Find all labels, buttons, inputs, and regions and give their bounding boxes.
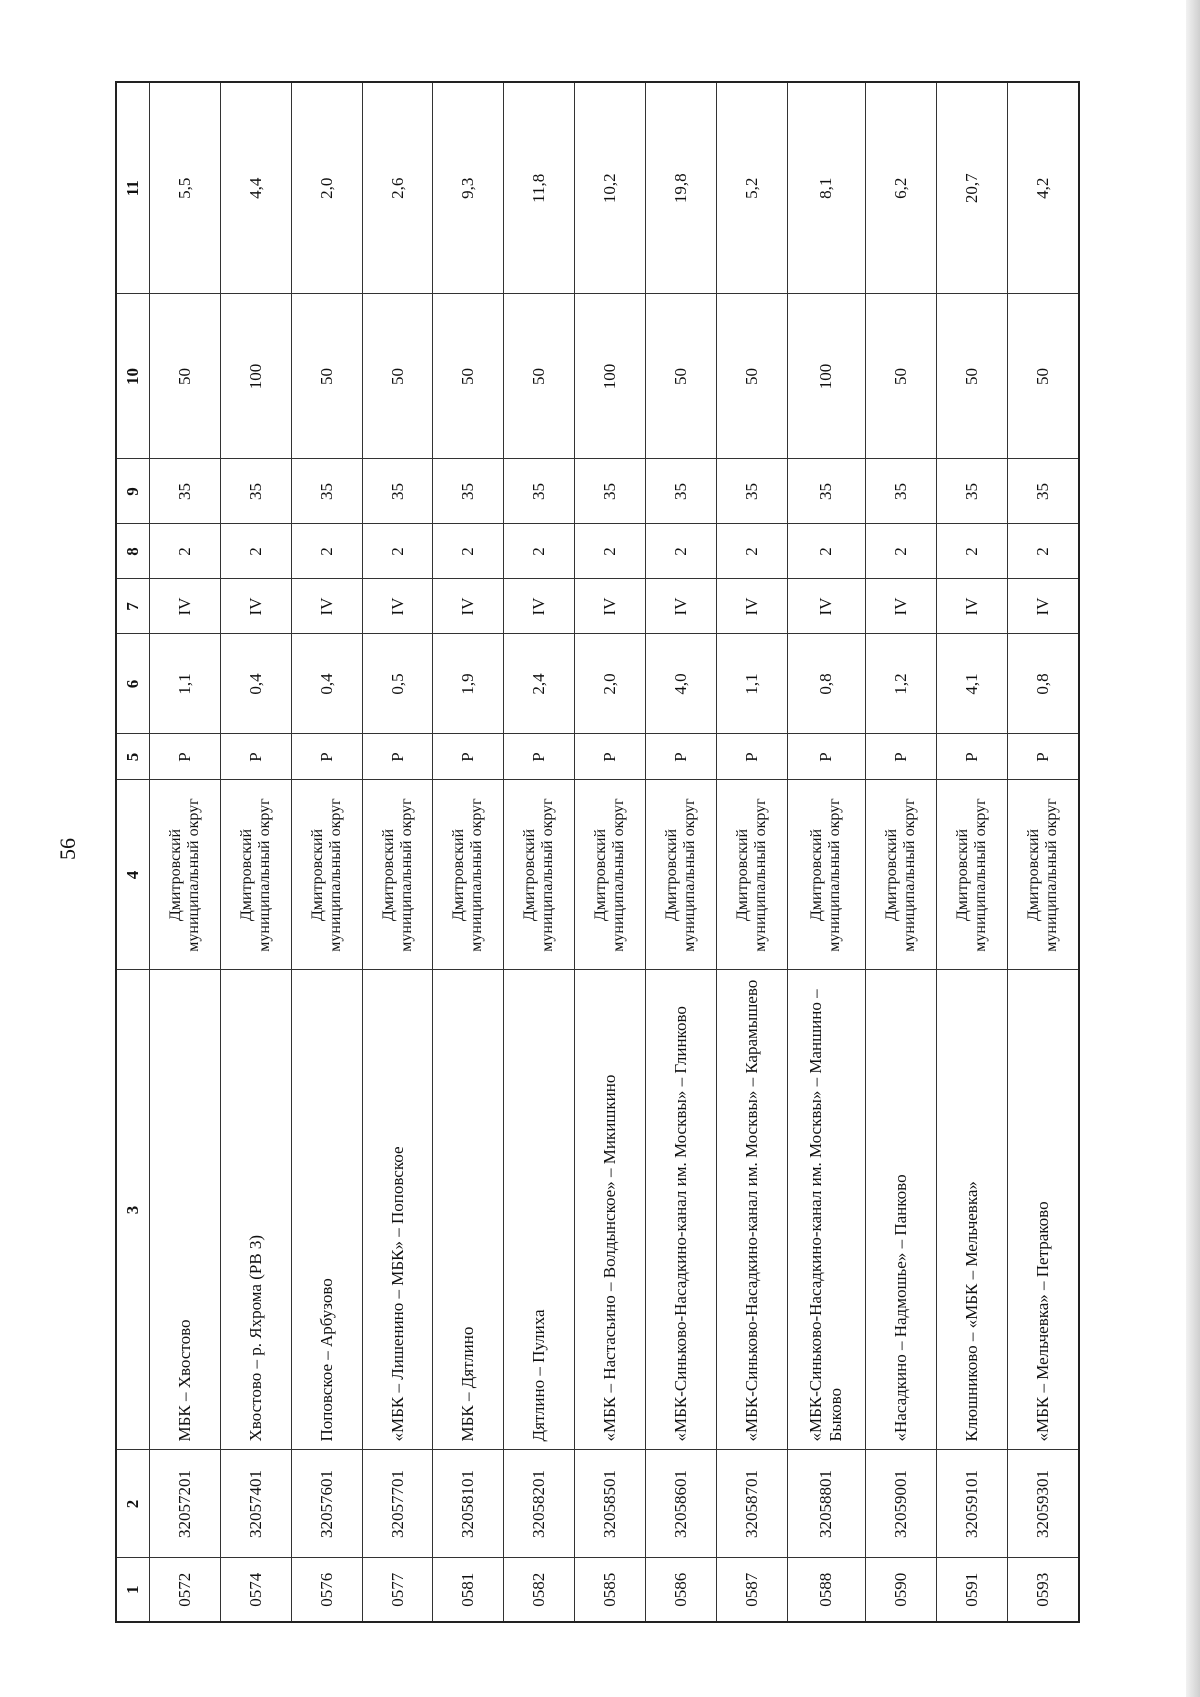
road-name: «МБК – Мельчевка» – Петраково bbox=[1007, 970, 1079, 1450]
class-cell: IV bbox=[220, 579, 291, 634]
category-cell: Р bbox=[220, 734, 291, 780]
column-header-11: 11 bbox=[116, 82, 150, 294]
length-cell: 4,0 bbox=[646, 634, 717, 734]
length-cell: 4,1 bbox=[936, 634, 1007, 734]
road-name: «МБК-Синьково-Насадкино-канал им. Москвы» – Глинково bbox=[646, 970, 717, 1450]
class-cell: IV bbox=[936, 579, 1007, 634]
value-cell: 100 bbox=[787, 294, 865, 459]
width-cell: 35 bbox=[936, 459, 1007, 524]
district-name: Дмитровский муниципальный округ bbox=[150, 780, 221, 970]
table-header bbox=[116, 82, 150, 1622]
road-name: Хвостово – р. Яхрома (РВ 3) bbox=[220, 970, 291, 1450]
district-name: Дмитровский муниципальный округ bbox=[1007, 780, 1079, 970]
road-code: 32059001 bbox=[865, 1450, 936, 1558]
total-cell: 10,2 bbox=[575, 82, 646, 294]
width-cell: 35 bbox=[716, 459, 787, 524]
row-number: 0588 bbox=[787, 1558, 865, 1622]
road-name: «МБК – Настасьино – Волдынское» – Микишкино bbox=[575, 970, 646, 1450]
value-cell: 50 bbox=[504, 294, 575, 459]
total-cell: 8,1 bbox=[787, 82, 865, 294]
category-cell: Р bbox=[865, 734, 936, 780]
width-cell: 35 bbox=[865, 459, 936, 524]
value-cell: 50 bbox=[716, 294, 787, 459]
lanes-cell: 2 bbox=[716, 524, 787, 579]
value-cell: 50 bbox=[936, 294, 1007, 459]
column-header-2: 2 bbox=[116, 1450, 150, 1558]
column-header-8: 8 bbox=[116, 524, 150, 579]
road-code: 32057701 bbox=[362, 1450, 433, 1558]
road-name: «МБК-Синьково-Насадкино-канал им. Москвы» – Маншино – Быково bbox=[787, 970, 865, 1450]
total-cell: 6,2 bbox=[865, 82, 936, 294]
road-name: «МБК – Лишенино – МБК» – Поповское bbox=[362, 970, 433, 1450]
class-cell: IV bbox=[1007, 579, 1079, 634]
table-row bbox=[291, 82, 362, 1622]
width-cell: 35 bbox=[291, 459, 362, 524]
category-cell: Р bbox=[504, 734, 575, 780]
district-name: Дмитровский муниципальный округ bbox=[865, 780, 936, 970]
lanes-cell: 2 bbox=[362, 524, 433, 579]
row-number: 0587 bbox=[716, 1558, 787, 1622]
road-code: 32059301 bbox=[1007, 1450, 1079, 1558]
row-number: 0577 bbox=[362, 1558, 433, 1622]
width-cell: 35 bbox=[575, 459, 646, 524]
table-row bbox=[646, 82, 717, 1622]
road-code: 32059101 bbox=[936, 1450, 1007, 1558]
category-cell: Р bbox=[646, 734, 717, 780]
road-name: Поповское – Арбузово bbox=[291, 970, 362, 1450]
category-cell: Р bbox=[936, 734, 1007, 780]
class-cell: IV bbox=[787, 579, 865, 634]
value-cell: 50 bbox=[646, 294, 717, 459]
road-code: 32058101 bbox=[433, 1450, 504, 1558]
road-code: 32058801 bbox=[787, 1450, 865, 1558]
district-name: Дмитровский муниципальный округ bbox=[433, 780, 504, 970]
category-cell: Р bbox=[433, 734, 504, 780]
district-name: Дмитровский муниципальный округ bbox=[220, 780, 291, 970]
district-name: Дмитровский муниципальный округ bbox=[575, 780, 646, 970]
lanes-cell: 2 bbox=[575, 524, 646, 579]
scan-edge-strip bbox=[1186, 0, 1200, 1697]
value-cell: 50 bbox=[150, 294, 221, 459]
row-number: 0574 bbox=[220, 1558, 291, 1622]
value-cell: 50 bbox=[433, 294, 504, 459]
table-row bbox=[1007, 82, 1079, 1622]
road-name: «МБК-Синьково-Насадкино-канал им. Москвы» – Карамышево bbox=[716, 970, 787, 1450]
column-header-9: 9 bbox=[116, 459, 150, 524]
length-cell: 0,5 bbox=[362, 634, 433, 734]
total-cell: 5,2 bbox=[716, 82, 787, 294]
category-cell: Р bbox=[575, 734, 646, 780]
value-cell: 100 bbox=[575, 294, 646, 459]
total-cell: 2,6 bbox=[362, 82, 433, 294]
column-header-10: 10 bbox=[116, 294, 150, 459]
column-header-6: 6 bbox=[116, 634, 150, 734]
class-cell: IV bbox=[575, 579, 646, 634]
class-cell: IV bbox=[433, 579, 504, 634]
lanes-cell: 2 bbox=[787, 524, 865, 579]
header-row bbox=[116, 82, 150, 1622]
district-name: Дмитровский муниципальный округ bbox=[936, 780, 1007, 970]
class-cell: IV bbox=[362, 579, 433, 634]
total-cell: 5,5 bbox=[150, 82, 221, 294]
table-row bbox=[787, 82, 865, 1622]
class-cell: IV bbox=[504, 579, 575, 634]
lanes-cell: 2 bbox=[291, 524, 362, 579]
column-header-7: 7 bbox=[116, 579, 150, 634]
table-row bbox=[865, 82, 936, 1622]
length-cell: 0,8 bbox=[1007, 634, 1079, 734]
table-body bbox=[150, 82, 1080, 1622]
road-name: Клюшниково – «МБК – Мельчевка» bbox=[936, 970, 1007, 1450]
row-number: 0593 bbox=[1007, 1558, 1079, 1622]
row-number: 0585 bbox=[575, 1558, 646, 1622]
row-number: 0591 bbox=[936, 1558, 1007, 1622]
road-code: 32058201 bbox=[504, 1450, 575, 1558]
row-number: 0576 bbox=[291, 1558, 362, 1622]
row-number: 0582 bbox=[504, 1558, 575, 1622]
row-number: 0586 bbox=[646, 1558, 717, 1622]
table-row bbox=[575, 82, 646, 1622]
road-name: МБК – Дятлино bbox=[433, 970, 504, 1450]
table-row bbox=[504, 82, 575, 1622]
value-cell: 50 bbox=[1007, 294, 1079, 459]
table-row bbox=[936, 82, 1007, 1622]
width-cell: 35 bbox=[787, 459, 865, 524]
value-cell: 100 bbox=[220, 294, 291, 459]
value-cell: 50 bbox=[865, 294, 936, 459]
class-cell: IV bbox=[646, 579, 717, 634]
table-row bbox=[433, 82, 504, 1622]
length-cell: 1,1 bbox=[716, 634, 787, 734]
district-name: Дмитровский муниципальный округ bbox=[504, 780, 575, 970]
lanes-cell: 2 bbox=[150, 524, 221, 579]
length-cell: 0,4 bbox=[291, 634, 362, 734]
total-cell: 2,0 bbox=[291, 82, 362, 294]
table-row bbox=[220, 82, 291, 1622]
value-cell: 50 bbox=[291, 294, 362, 459]
category-cell: Р bbox=[716, 734, 787, 780]
total-cell: 9,3 bbox=[433, 82, 504, 294]
width-cell: 35 bbox=[433, 459, 504, 524]
category-cell: Р bbox=[787, 734, 865, 780]
length-cell: 1,1 bbox=[150, 634, 221, 734]
class-cell: IV bbox=[150, 579, 221, 634]
page-number: 56 bbox=[55, 838, 80, 860]
class-cell: IV bbox=[865, 579, 936, 634]
length-cell: 0,8 bbox=[787, 634, 865, 734]
district-name: Дмитровский муниципальный округ bbox=[646, 780, 717, 970]
lanes-cell: 2 bbox=[220, 524, 291, 579]
roads-table bbox=[115, 81, 1080, 1623]
category-cell: Р bbox=[1007, 734, 1079, 780]
total-cell: 4,4 bbox=[220, 82, 291, 294]
class-cell: IV bbox=[716, 579, 787, 634]
category-cell: Р bbox=[362, 734, 433, 780]
width-cell: 35 bbox=[504, 459, 575, 524]
table-row bbox=[150, 82, 221, 1622]
row-number: 0581 bbox=[433, 1558, 504, 1622]
length-cell: 2,4 bbox=[504, 634, 575, 734]
length-cell: 0,4 bbox=[220, 634, 291, 734]
road-code: 32057601 bbox=[291, 1450, 362, 1558]
road-code: 32058501 bbox=[575, 1450, 646, 1558]
column-header-3: 3 bbox=[116, 970, 150, 1450]
road-code: 32057201 bbox=[150, 1450, 221, 1558]
width-cell: 35 bbox=[150, 459, 221, 524]
table-row bbox=[362, 82, 433, 1622]
lanes-cell: 2 bbox=[646, 524, 717, 579]
column-header-1: 1 bbox=[116, 1558, 150, 1622]
category-cell: Р bbox=[150, 734, 221, 780]
lanes-cell: 2 bbox=[433, 524, 504, 579]
value-cell: 50 bbox=[362, 294, 433, 459]
table-row bbox=[716, 82, 787, 1622]
length-cell: 2,0 bbox=[575, 634, 646, 734]
total-cell: 20,7 bbox=[936, 82, 1007, 294]
road-code: 32058601 bbox=[646, 1450, 717, 1558]
length-cell: 1,9 bbox=[433, 634, 504, 734]
lanes-cell: 2 bbox=[865, 524, 936, 579]
total-cell: 11,8 bbox=[504, 82, 575, 294]
road-name: Дятлино – Пулиха bbox=[504, 970, 575, 1450]
row-number: 0590 bbox=[865, 1558, 936, 1622]
row-number: 0572 bbox=[150, 1558, 221, 1622]
length-cell: 1,2 bbox=[865, 634, 936, 734]
road-name: «Насадкино – Надмошье» – Панково bbox=[865, 970, 936, 1450]
district-name: Дмитровский муниципальный округ bbox=[291, 780, 362, 970]
district-name: Дмитровский муниципальный округ bbox=[787, 780, 865, 970]
total-cell: 4,2 bbox=[1007, 82, 1079, 294]
width-cell: 35 bbox=[362, 459, 433, 524]
column-header-4: 4 bbox=[116, 780, 150, 970]
lanes-cell: 2 bbox=[936, 524, 1007, 579]
rotated-table-container bbox=[115, 83, 1080, 1623]
category-cell: Р bbox=[291, 734, 362, 780]
column-header-5: 5 bbox=[116, 734, 150, 780]
road-code: 32057401 bbox=[220, 1450, 291, 1558]
district-name: Дмитровский муниципальный округ bbox=[716, 780, 787, 970]
width-cell: 35 bbox=[220, 459, 291, 524]
lanes-cell: 2 bbox=[504, 524, 575, 579]
class-cell: IV bbox=[291, 579, 362, 634]
road-name: МБК – Хвостово bbox=[150, 970, 221, 1450]
width-cell: 35 bbox=[1007, 459, 1079, 524]
total-cell: 19,8 bbox=[646, 82, 717, 294]
district-name: Дмитровский муниципальный округ bbox=[362, 780, 433, 970]
road-code: 32058701 bbox=[716, 1450, 787, 1558]
width-cell: 35 bbox=[646, 459, 717, 524]
lanes-cell: 2 bbox=[1007, 524, 1079, 579]
